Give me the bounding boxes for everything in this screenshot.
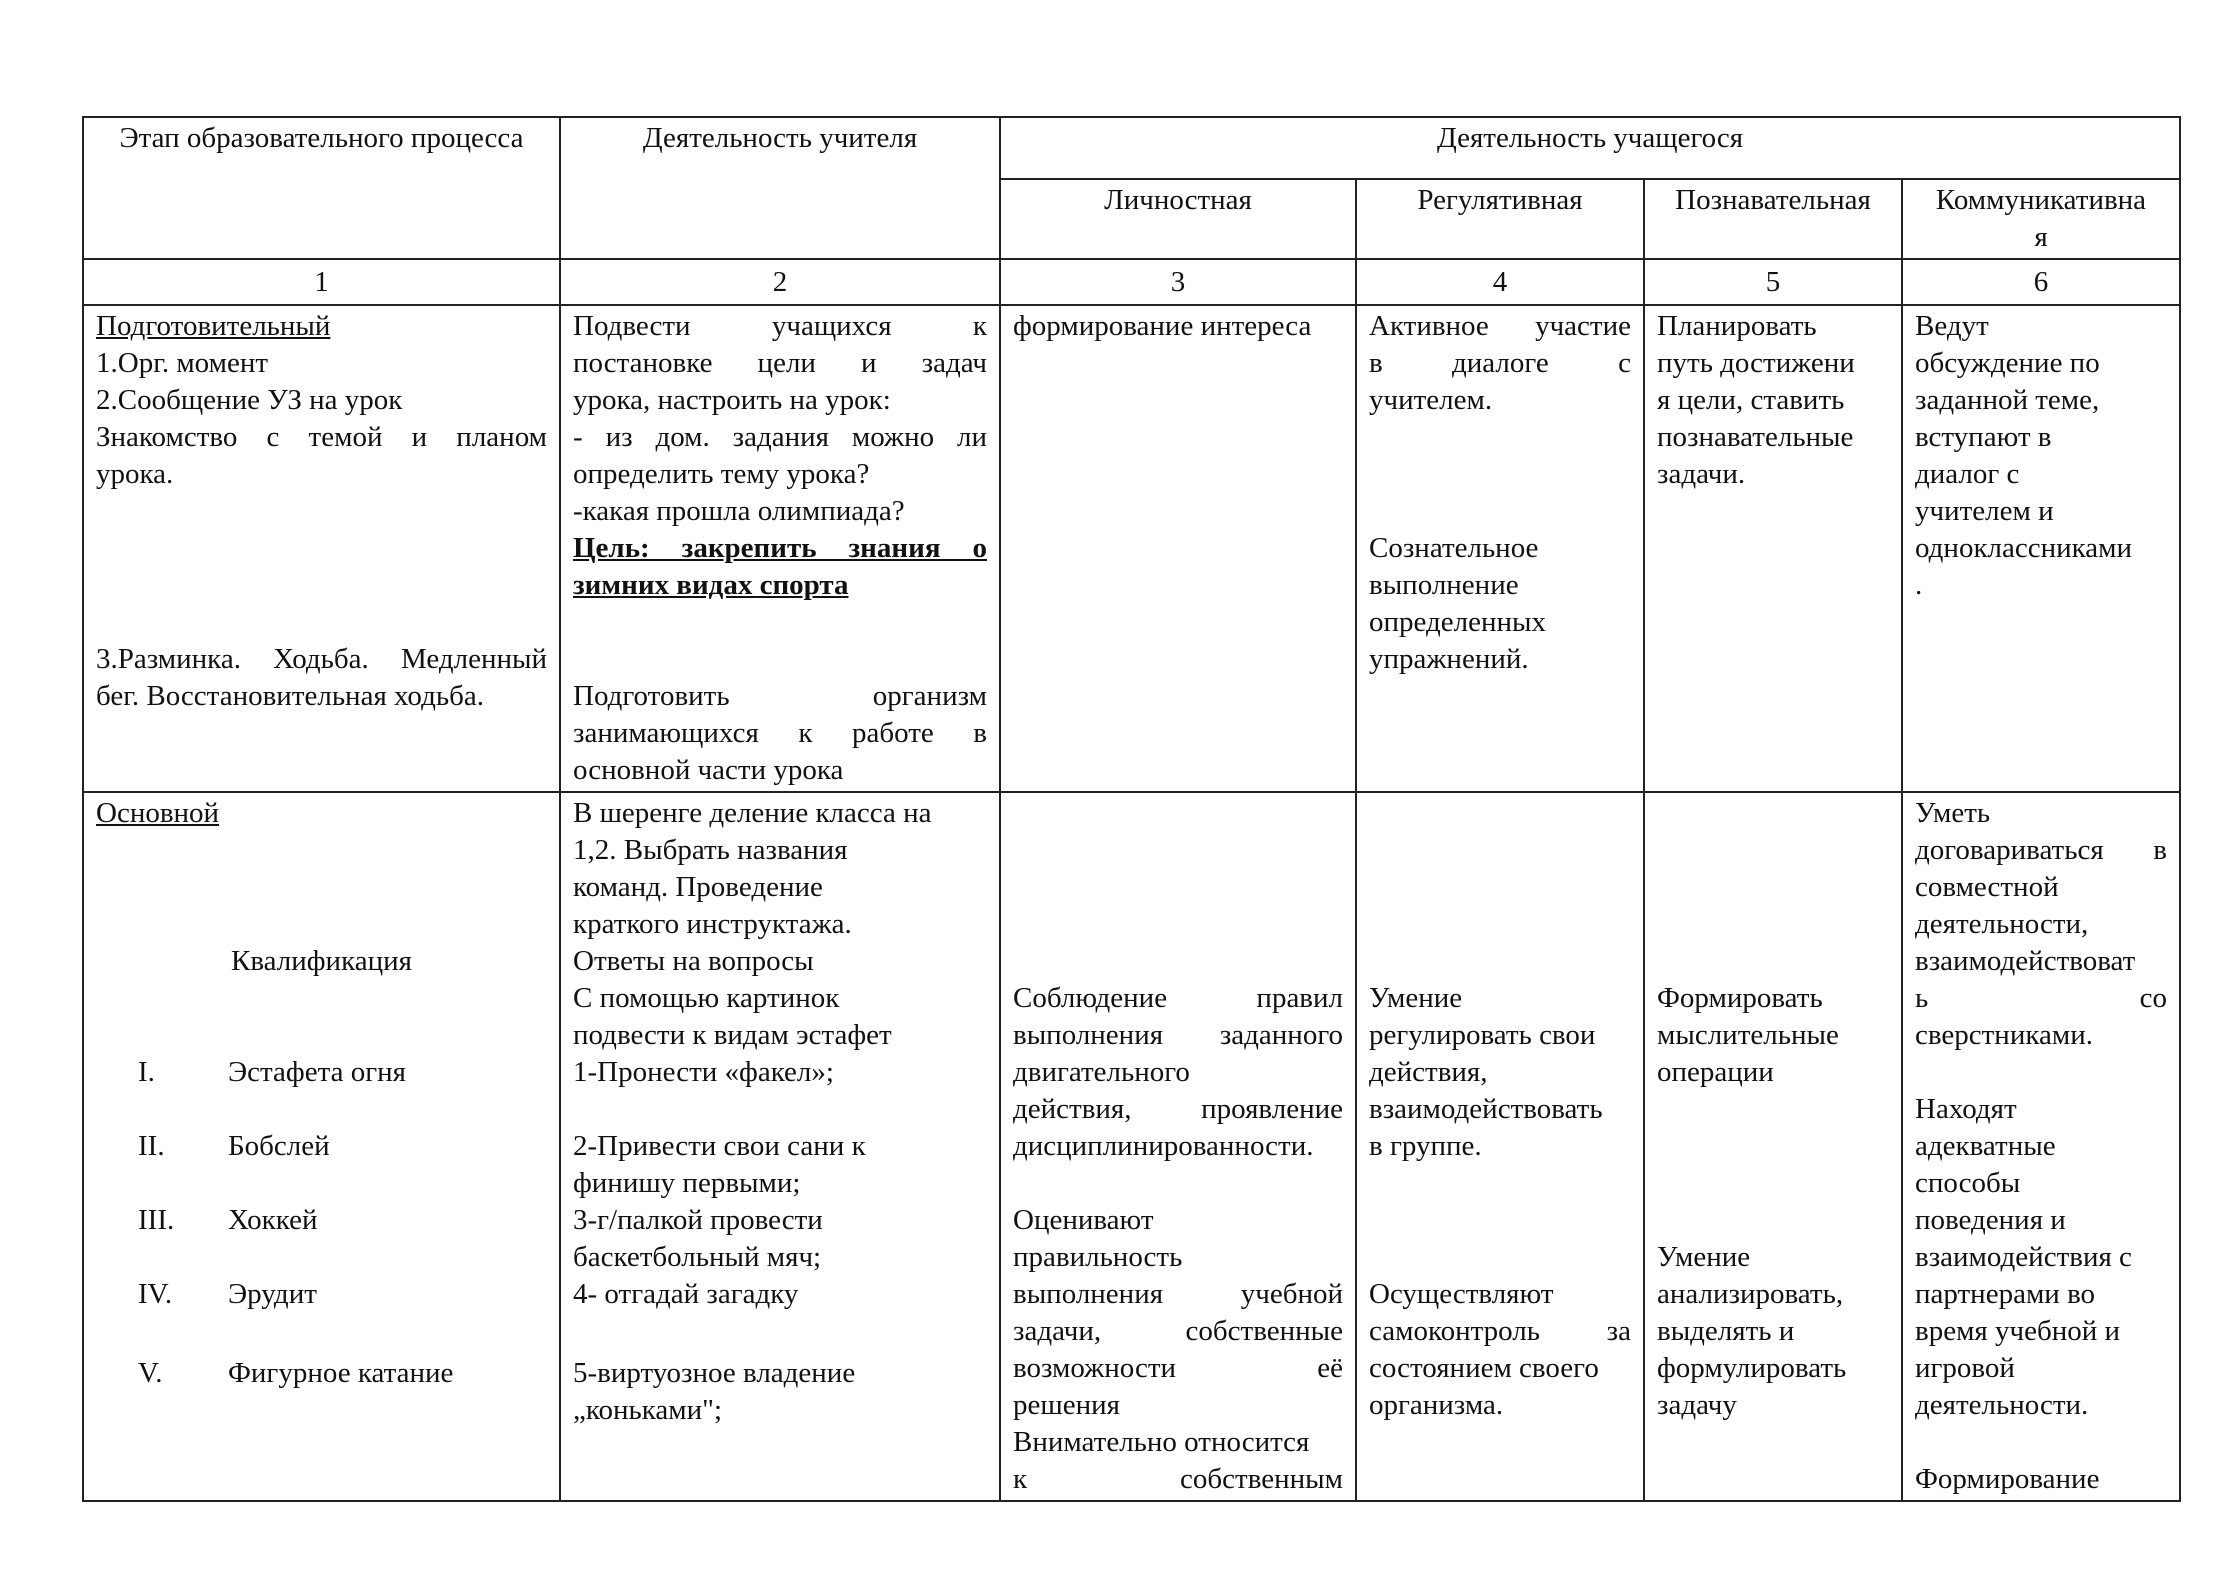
regulatory-line: состоянием своего <box>1369 1352 1599 1384</box>
column-number: 5 <box>1644 259 1902 305</box>
regulatory-line: выполнение <box>1369 569 1519 601</box>
communicative-line: диалог с <box>1915 458 2020 490</box>
preparatory-teacher-cell <box>560 305 1000 792</box>
communicative-line: Уметь <box>1915 797 1991 829</box>
teacher-line: С помощью картинок <box>573 982 840 1014</box>
regulatory-line: действия, <box>1369 1056 1488 1088</box>
personal-line: формирование интереса <box>1013 310 1312 342</box>
relay-item: I. Эстафета огня <box>138 1056 406 1088</box>
preparatory-stage-cell <box>83 305 560 792</box>
teacher-line: баскетбольный мяч; <box>573 1241 822 1273</box>
personal-line: действия, проявление <box>1013 1093 1343 1125</box>
communicative-line: Находят <box>1915 1093 2017 1125</box>
communicative-line: способы <box>1915 1167 2021 1199</box>
stage-line: 2.Сообщение УЗ на урок <box>96 384 403 416</box>
communicative-line: ь со <box>1915 982 2167 1014</box>
main-teacher-cell <box>560 792 1000 1501</box>
communicative-line: заданной теме, <box>1915 384 2100 416</box>
regulatory-line: Сознательное <box>1369 532 1539 564</box>
main-cognitive-cell <box>1644 792 1902 1501</box>
regulatory-line: в диалоге с <box>1369 347 1631 379</box>
header-cognitive: Познавательная <box>1644 179 1902 259</box>
regulatory-line: самоконтроль за <box>1369 1315 1631 1347</box>
regulatory-line: определенных <box>1369 606 1547 638</box>
teacher-line: В шеренге деление класса на <box>573 797 932 829</box>
communicative-line: время учебной и <box>1915 1315 2121 1347</box>
regulatory-line: Умение <box>1369 982 1463 1014</box>
preparatory-regulatory-cell <box>1356 305 1644 792</box>
communicative-line: партнерами во <box>1915 1278 2096 1310</box>
teacher-line: финишу первыми; <box>573 1167 801 1199</box>
column-number: 1 <box>83 259 560 305</box>
cognitive-line: я цели, ставить <box>1657 384 1845 416</box>
communicative-line: Формирование <box>1915 1463 2100 1495</box>
relay-item: II. Бобслей <box>138 1130 330 1162</box>
regulatory-line: взаимодействовать <box>1369 1093 1603 1125</box>
regulatory-line: регулировать свои <box>1369 1019 1596 1051</box>
regulatory-line: Осуществляют <box>1369 1278 1554 1310</box>
teacher-line: Подготовить организм <box>573 680 987 712</box>
teacher-line: „коньками"; <box>573 1394 723 1426</box>
personal-line: правильность <box>1013 1241 1183 1273</box>
cognitive-line: познавательные <box>1657 421 1854 453</box>
communicative-line: поведения и <box>1915 1204 2066 1236</box>
header-communicative-line-2: я <box>2034 221 2048 253</box>
personal-line: выполнения заданного <box>1013 1019 1343 1051</box>
teacher-line: краткого инструктажа. <box>573 908 852 940</box>
preparatory-personal-cell <box>1000 305 1356 792</box>
stage-line: урока. <box>96 458 174 490</box>
teacher-line: 5-виртуозное владение <box>573 1357 856 1389</box>
communicative-line: адекватные <box>1915 1130 2056 1162</box>
communicative-line: деятельности. <box>1915 1389 2089 1421</box>
column-number: 3 <box>1000 259 1356 305</box>
cognitive-line: анализировать, <box>1657 1278 1844 1310</box>
column-numbers-row <box>83 259 2180 305</box>
header-stage: Этап образовательного процесса <box>83 117 560 259</box>
cognitive-line: операции <box>1657 1056 1774 1088</box>
cognitive-line: мыслительные <box>1657 1019 1839 1051</box>
main-regulatory-cell <box>1356 792 1644 1501</box>
lesson-plan-table <box>82 116 2181 1502</box>
teacher-line: 3-г/палкой провести <box>573 1204 823 1236</box>
teacher-line: основной части урока <box>573 754 844 786</box>
header-teacher: Деятельность учителя <box>560 117 1000 259</box>
cognitive-line: Формировать <box>1657 982 1823 1014</box>
teacher-line: -какая прошла олимпиада? <box>573 495 905 527</box>
regulatory-line: организма. <box>1369 1389 1504 1421</box>
teacher-line: занимающихся к работе в <box>573 717 987 749</box>
teacher-line: Подвести учащихся к <box>573 310 987 342</box>
main-row <box>83 792 2180 1501</box>
personal-line: выполнения учебной <box>1013 1278 1343 1310</box>
stage-line: 3.Разминка. Ходьба. Медленный <box>96 643 547 675</box>
stage-line: 1.Орг. момент <box>96 347 269 379</box>
teacher-line: команд. Проведение <box>573 871 823 903</box>
personal-line: решения <box>1013 1389 1120 1421</box>
personal-line: дисциплинированности. <box>1013 1130 1314 1162</box>
communicative-line: . <box>1915 569 1923 601</box>
teacher-line: подвести к видам эстафет <box>573 1019 892 1051</box>
column-number: 2 <box>560 259 1000 305</box>
communicative-line: учителем и <box>1915 495 2054 527</box>
communicative-line: вступают в <box>1915 421 2052 453</box>
personal-line: к собственным <box>1013 1463 1343 1495</box>
teacher-line: постановке цели и задач <box>573 347 987 379</box>
cognitive-line: путь достижени <box>1657 347 1855 379</box>
communicative-line: договариваться в <box>1915 834 2167 866</box>
cognitive-line: задачи. <box>1657 458 1746 490</box>
teacher-line: 1,2. Выбрать названия <box>573 834 848 866</box>
communicative-line: сверстниками. <box>1915 1019 2093 1051</box>
cognitive-line: Умение <box>1657 1241 1751 1273</box>
cognitive-line: задачу <box>1657 1389 1737 1421</box>
communicative-line: Ведут <box>1915 310 1989 342</box>
preparatory-communicative-cell <box>1902 305 2180 792</box>
personal-line: двигательного <box>1013 1056 1190 1088</box>
teacher-line: урока, настроить на урок: <box>573 384 891 416</box>
lesson-goal: Цель: закрепить знания о <box>573 532 987 564</box>
preparatory-cognitive-cell <box>1644 305 1902 792</box>
teacher-line: 4- отгадай загадку <box>573 1278 799 1310</box>
header-student: Деятельность учащегося <box>1000 117 2180 179</box>
communicative-line: одноклассниками <box>1915 532 2133 564</box>
column-number: 4 <box>1356 259 1644 305</box>
header-personal: Личностная <box>1000 179 1356 259</box>
communicative-line: совместной <box>1915 871 2059 903</box>
regulatory-line: в группе. <box>1369 1130 1482 1162</box>
stage-line: Знакомство с темой и планом <box>96 421 547 453</box>
header-row-1 <box>83 117 2180 179</box>
header-communicative <box>1902 179 2180 259</box>
teacher-line: определить тему урока? <box>573 458 870 490</box>
main-communicative-cell <box>1902 792 2180 1501</box>
communicative-line: игровой <box>1915 1352 2015 1384</box>
communicative-line: взаимодействоват <box>1915 945 2136 977</box>
column-number: 6 <box>1902 259 2180 305</box>
cognitive-line: формулировать <box>1657 1352 1847 1384</box>
relay-item: III. Хоккей <box>138 1204 318 1236</box>
communicative-line: взаимодействия с <box>1915 1241 2132 1273</box>
personal-line: Соблюдение правил <box>1013 982 1343 1014</box>
main-stage-cell <box>83 792 560 1501</box>
communicative-line: деятельности, <box>1915 908 2089 940</box>
header-communicative-line-1: Коммуникативна <box>1935 184 2147 216</box>
stage-title: Подготовительный <box>96 310 331 342</box>
teacher-line: Ответы на вопросы <box>573 945 814 977</box>
regulatory-line: упражнений. <box>1369 643 1529 675</box>
stage-line: бег. Восстановительная ходьба. <box>96 680 484 712</box>
cognitive-line: выделять и <box>1657 1315 1795 1347</box>
personal-line: Внимательно относится <box>1013 1426 1310 1458</box>
teacher-line: - из дом. задания можно ли <box>573 421 987 453</box>
relay-item: V. Фигурное катание <box>138 1357 454 1389</box>
regulatory-line: Активное участие <box>1369 310 1631 342</box>
regulatory-line: учителем. <box>1369 384 1493 416</box>
header-regulatory: Регулятивная <box>1356 179 1644 259</box>
main-personal-cell <box>1000 792 1356 1501</box>
relay-item: IV. Эрудит <box>138 1278 317 1310</box>
teacher-line: 2-Привести свои сани к <box>573 1130 866 1162</box>
lesson-goal: зимних видах спорта <box>573 569 849 601</box>
qualification-label: Квалификация <box>231 945 412 977</box>
personal-line: возможности её <box>1013 1352 1343 1384</box>
personal-line: задачи, собственные <box>1013 1315 1343 1347</box>
stage-title: Основной <box>96 797 220 829</box>
preparatory-row <box>83 305 2180 792</box>
cognitive-line: Планировать <box>1657 310 1817 342</box>
teacher-line: 1-Пронести «факел»; <box>573 1056 834 1088</box>
communicative-line: обсуждение по <box>1915 347 2100 379</box>
personal-line: Оценивают <box>1013 1204 1154 1236</box>
